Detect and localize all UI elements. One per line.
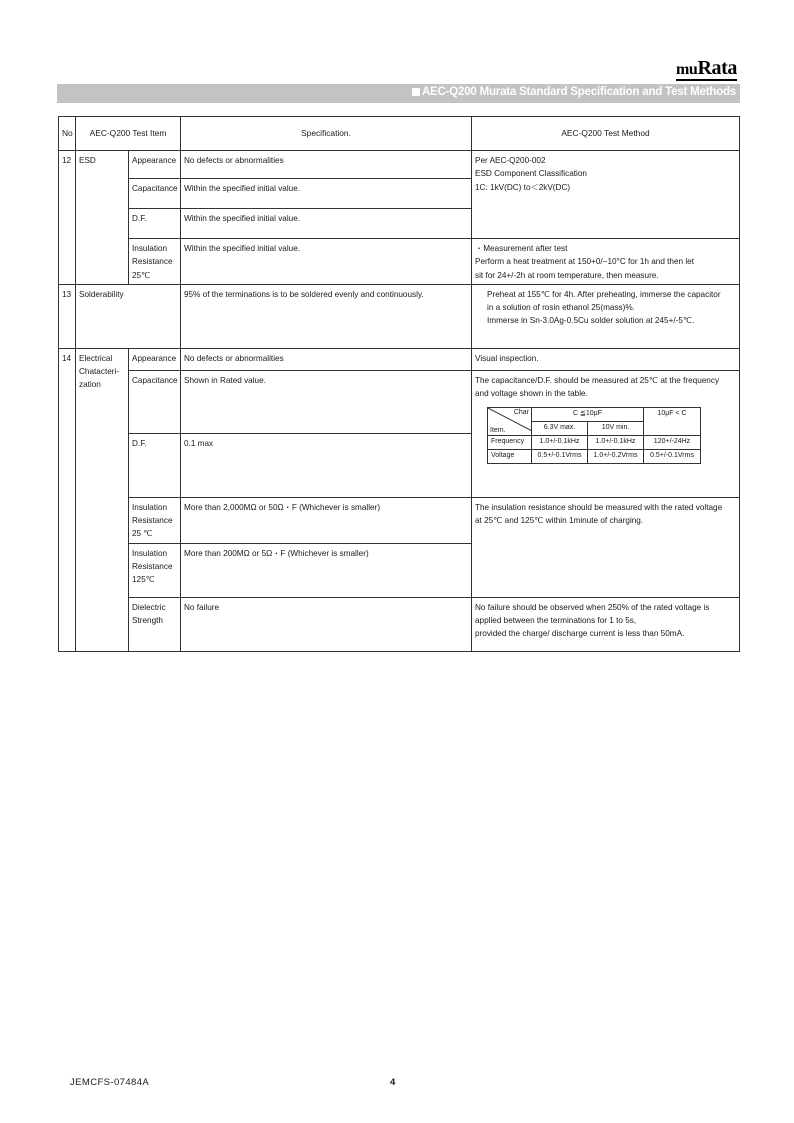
method-dielectric-strength (472, 597, 740, 651)
method-line: ・Measurement after test (475, 244, 568, 253)
method-line: in a solution of rosin ethanol 25(mass)%. (487, 303, 635, 313)
subrow-label-dielectric-strength (129, 597, 181, 651)
subrow-spec-appearance: No defects or abnormalities (181, 151, 472, 179)
subrow-label-df-14: D.F. (129, 433, 181, 497)
logo-rata-text: Rata (697, 57, 737, 79)
subrow-spec-insulation-125c-14: More than 200MΩ or 5Ω・F (Whichever is smaller) (181, 543, 472, 597)
method-line: at 25℃ and 125℃ within 1minute of charging. (475, 516, 644, 526)
subrow-label-line: Insulation (132, 244, 168, 253)
aec-q200-table (58, 116, 740, 652)
char-conditions-table-wrap (487, 407, 736, 464)
table-row (59, 370, 740, 433)
method-line: The capacitance/D.F. should be measured at 25℃ at the frequency (475, 375, 720, 385)
header-test-item: AEC-Q200 Test Item (76, 117, 181, 151)
subrow-spec-capacitance: Within the specified initial value. (181, 179, 472, 209)
method-line: applied between the terminations for 1 to 5s, (475, 615, 637, 625)
char-table-corner-cell (488, 408, 532, 436)
method-line: Per AEC-Q200-002 (475, 156, 546, 165)
method-line: No failure should be observed when 250% of the rated voltage is (475, 602, 710, 612)
table-row (59, 348, 740, 370)
char-cell: 1.0+/-0.1kHz (588, 436, 644, 450)
row-item-esd: ESD (76, 151, 129, 285)
subrow-label-line: Strength (132, 615, 163, 625)
section-banner (57, 84, 740, 103)
char-cell: 1.0+/-0.1kHz (532, 436, 588, 450)
subrow-label-line: Resistance (132, 561, 173, 571)
subrow-spec-capacitance-14: Shown in Rated value. (181, 370, 472, 433)
subrow-label-line: Insulation (132, 502, 168, 512)
square-bullet-icon (412, 88, 420, 96)
subrow-label-line: Dielectric (132, 602, 166, 612)
method-esd-part1 (472, 151, 740, 239)
char-cell: 120+/-24Hz (644, 436, 701, 450)
table-row (59, 151, 740, 179)
spec-solderability: 95% of the terminations is to be soldered evenly and continuously. (181, 284, 472, 348)
subrow-label-line: 25℃ (132, 270, 151, 280)
char-group-large: 10μF < C (644, 408, 701, 436)
footer-page-number: 4 (390, 1077, 396, 1088)
subrow-label-appearance: Appearance (129, 151, 181, 179)
table-row (59, 239, 740, 285)
subrow-label-capacitance: Capacitance (129, 179, 181, 209)
method-line: provided the charge/ discharge current is less than 50mA. (475, 629, 685, 639)
table-header-row (59, 117, 740, 151)
row-item-solderability: Solderability (76, 284, 181, 348)
subrow-label-df: D.F. (129, 209, 181, 239)
footer-doc-code: JEMCFS-07484A (70, 1077, 150, 1088)
method-visual-inspection (472, 348, 740, 370)
method-line: Preheat at 155℃ for 4h. After preheating, immerse the capacitor (487, 289, 721, 299)
row-no-13: 13 (59, 284, 76, 348)
subrow-label-line: 125℃ (132, 575, 155, 585)
char-col-63v: 6.3V max. (532, 422, 588, 436)
char-cell: 1.0+/-0.2Vrms (588, 450, 644, 464)
subrow-label-insulation-25c-14 (129, 497, 181, 543)
table-row (59, 284, 740, 348)
method-line: Immerse in Sn-3.0Ag-0.5Cu solder solution at 245+/-5℃. (487, 316, 695, 326)
char-corner-char-label: Char (513, 409, 529, 417)
method-line: ESD Component Classification (475, 169, 587, 179)
row-item-line: zation (79, 380, 101, 390)
header-test-method: AEC-Q200 Test Method (472, 117, 740, 151)
char-table-row-voltage (488, 450, 701, 464)
char-cell: 0.5+/-0.1Vrms (532, 450, 588, 464)
table-row (59, 497, 740, 543)
char-group-small: C ≦10μF (532, 408, 644, 422)
subrow-label-line: 25 ℃ (132, 529, 153, 539)
row-no-14: 14 (59, 348, 76, 651)
subrow-label-appearance-14: Appearance (129, 348, 181, 370)
subrow-label-insulation-125c-14 (129, 543, 181, 597)
subrow-spec-insulation-25c-14: More than 2,000MΩ or 50Ω・F (Whichever is smaller) (181, 497, 472, 543)
subrow-spec-appearance-14: No defects or abnormalities (181, 348, 472, 370)
subrow-spec-dielectric-strength: No failure (181, 597, 472, 651)
method-esd-part2 (472, 239, 740, 285)
method-solderability (472, 284, 740, 348)
row-item-line: Chatacteri- (79, 367, 120, 377)
method-line: 1C: 1kV(DC) to＜2kV(DC) (475, 182, 571, 192)
method-line: and voltage shown in the table. (475, 389, 588, 399)
subrow-label-line: Insulation (132, 548, 168, 558)
char-conditions-table (487, 407, 701, 464)
char-corner-item-label: Item. (490, 426, 506, 434)
subrow-label-line: Resistance (132, 516, 173, 526)
subrow-spec-insulation-25c: Within the specified initial value. (181, 239, 472, 285)
header-no: No (59, 117, 76, 151)
row-item-electrical-characterization (76, 348, 129, 651)
row-item-line: Electrical (79, 353, 113, 363)
char-cell: 0.5+/-0.1Vrms (644, 450, 701, 464)
method-line: sit for 24+/-2h at room temperature, then measure. (475, 270, 659, 280)
method-line: Visual inspection. (475, 353, 539, 363)
subrow-label-line: Resistance (132, 257, 173, 267)
section-banner-label: AEC-Q200 Murata Standard Specification and Test Methods (421, 86, 736, 98)
char-col-10v: 10V min. (588, 422, 644, 436)
row-no-12: 12 (59, 151, 76, 285)
subrow-spec-df-14: 0.1 max (181, 433, 472, 497)
section-banner-text (412, 86, 736, 98)
header-specification: Specification. (181, 117, 472, 151)
subrow-label-capacitance-14: Capacitance (129, 370, 181, 433)
table-row (59, 597, 740, 651)
method-line: Perform a heat treatment at 150+0/−10°C for 1h and then let (475, 257, 695, 267)
method-capacitance-df (472, 370, 740, 497)
logo-mu-text: mu (676, 61, 698, 78)
char-row-label: Voltage (488, 450, 532, 464)
char-row-label: Frequency (488, 436, 532, 450)
method-insulation-resistance (472, 497, 740, 597)
char-table-header-row-1 (488, 408, 701, 422)
method-line: The insulation resistance should be measured with the rated voltage (475, 502, 723, 512)
char-table-row-frequency (488, 436, 701, 450)
murata-logo (676, 58, 737, 81)
subrow-label-insulation-25c (129, 239, 181, 285)
subrow-spec-df: Within the specified initial value. (181, 209, 472, 239)
